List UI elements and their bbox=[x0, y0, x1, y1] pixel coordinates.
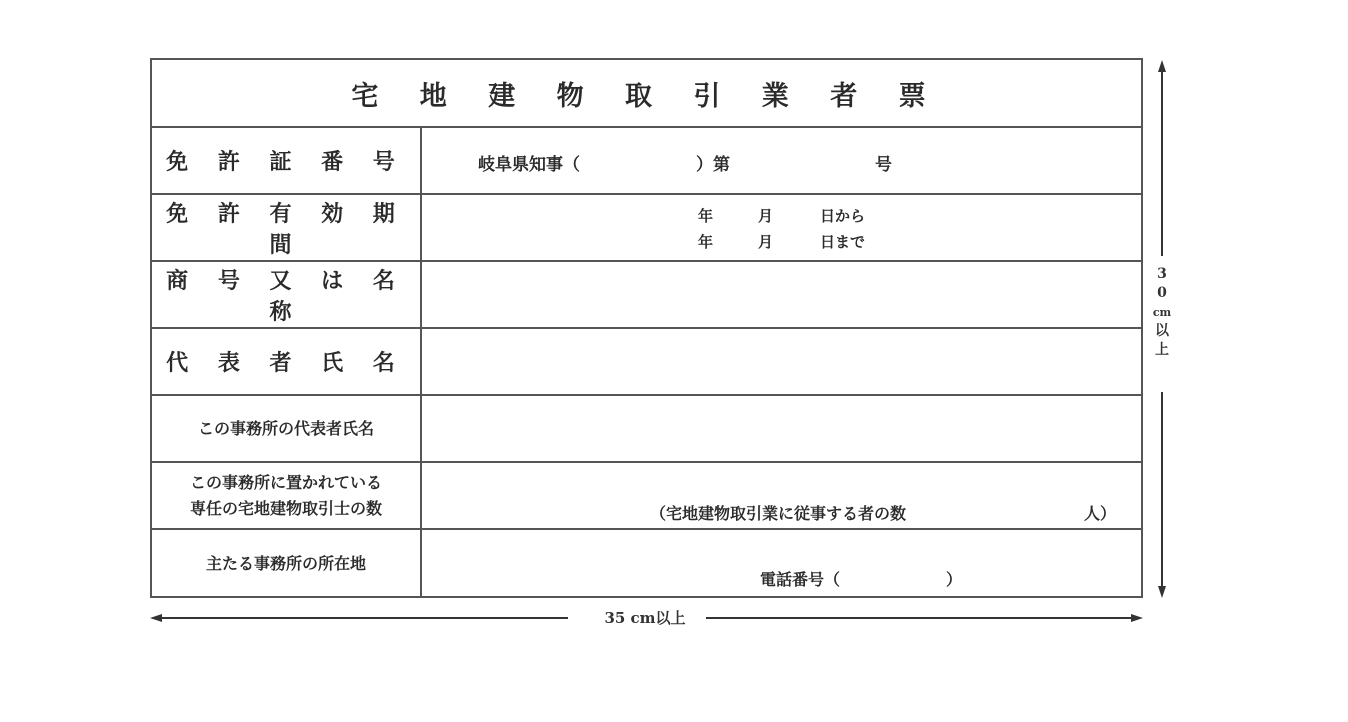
period-from-day: 日から bbox=[820, 207, 866, 225]
license-governor-prefix: 岐阜県知事（ bbox=[478, 155, 580, 175]
height-digit-1: 3 bbox=[1157, 266, 1167, 282]
value-license-period bbox=[422, 195, 1141, 260]
height-arrow-bottom-head bbox=[1158, 586, 1166, 598]
label-dedicated-agents-line2: 専任の宅地建物取引士の数 bbox=[189, 498, 382, 518]
phone-number-prefix: 電話番号（ bbox=[760, 570, 841, 589]
row-office-representative bbox=[152, 396, 1141, 463]
period-from-year: 年 bbox=[698, 207, 714, 225]
value-main-office-address bbox=[422, 530, 1141, 597]
value-representative bbox=[422, 329, 1141, 394]
row-dedicated-agents bbox=[152, 463, 1141, 530]
label-license-period: 免 許 有 効 期 間 bbox=[152, 195, 422, 260]
employee-count-note: （宅地建物取引業に従事する者の数 bbox=[650, 504, 907, 523]
value-office-representative bbox=[422, 396, 1141, 461]
width-dimension-label: 35 cm以上 bbox=[604, 609, 686, 627]
height-char-2: 上 bbox=[1155, 342, 1169, 358]
height-arrow-top-head bbox=[1158, 60, 1166, 72]
form-title: 宅 地 建 物 取 引 業 者 票 bbox=[152, 60, 1141, 128]
period-to-month: 月 bbox=[758, 233, 774, 251]
label-trade-name: 商 号 又 は 名 称 bbox=[152, 262, 422, 327]
label-dedicated-agents-line1: この事務所に置かれている bbox=[189, 472, 382, 492]
row-license-period bbox=[152, 195, 1141, 262]
width-arrow-left-head bbox=[150, 614, 162, 622]
period-from-month: 月 bbox=[758, 207, 774, 225]
license-number-mid: ）第 bbox=[696, 155, 730, 175]
label-office-representative: この事務所の代表者氏名 bbox=[152, 396, 422, 461]
value-dedicated-agents bbox=[422, 463, 1141, 528]
value-license-number bbox=[422, 128, 1141, 193]
period-to-year: 年 bbox=[698, 233, 714, 251]
employee-count-suffix: 人） bbox=[1084, 504, 1117, 523]
period-to-day: 日まで bbox=[820, 233, 866, 251]
label-dedicated-agents bbox=[152, 463, 422, 528]
height-digit-2: 0 bbox=[1157, 285, 1167, 301]
height-char-1: 以 bbox=[1155, 323, 1169, 339]
row-license-number bbox=[152, 128, 1141, 195]
dealer-sign-form bbox=[150, 58, 1143, 598]
row-representative bbox=[152, 329, 1141, 396]
row-trade-name bbox=[152, 262, 1141, 329]
value-trade-name bbox=[422, 262, 1141, 327]
height-unit: cm bbox=[1152, 306, 1172, 319]
width-arrow-right-head bbox=[1131, 614, 1143, 622]
phone-number-suffix: ） bbox=[946, 570, 963, 589]
license-number-suffix: 号 bbox=[875, 155, 892, 175]
label-main-office-address: 主たる事務所の所在地 bbox=[152, 530, 422, 597]
label-license-number: 免 許 証 番 号 bbox=[152, 128, 422, 193]
row-main-office-address bbox=[152, 530, 1141, 597]
height-dimension-label bbox=[1150, 265, 1174, 360]
label-representative: 代 表 者 氏 名 bbox=[152, 329, 422, 394]
